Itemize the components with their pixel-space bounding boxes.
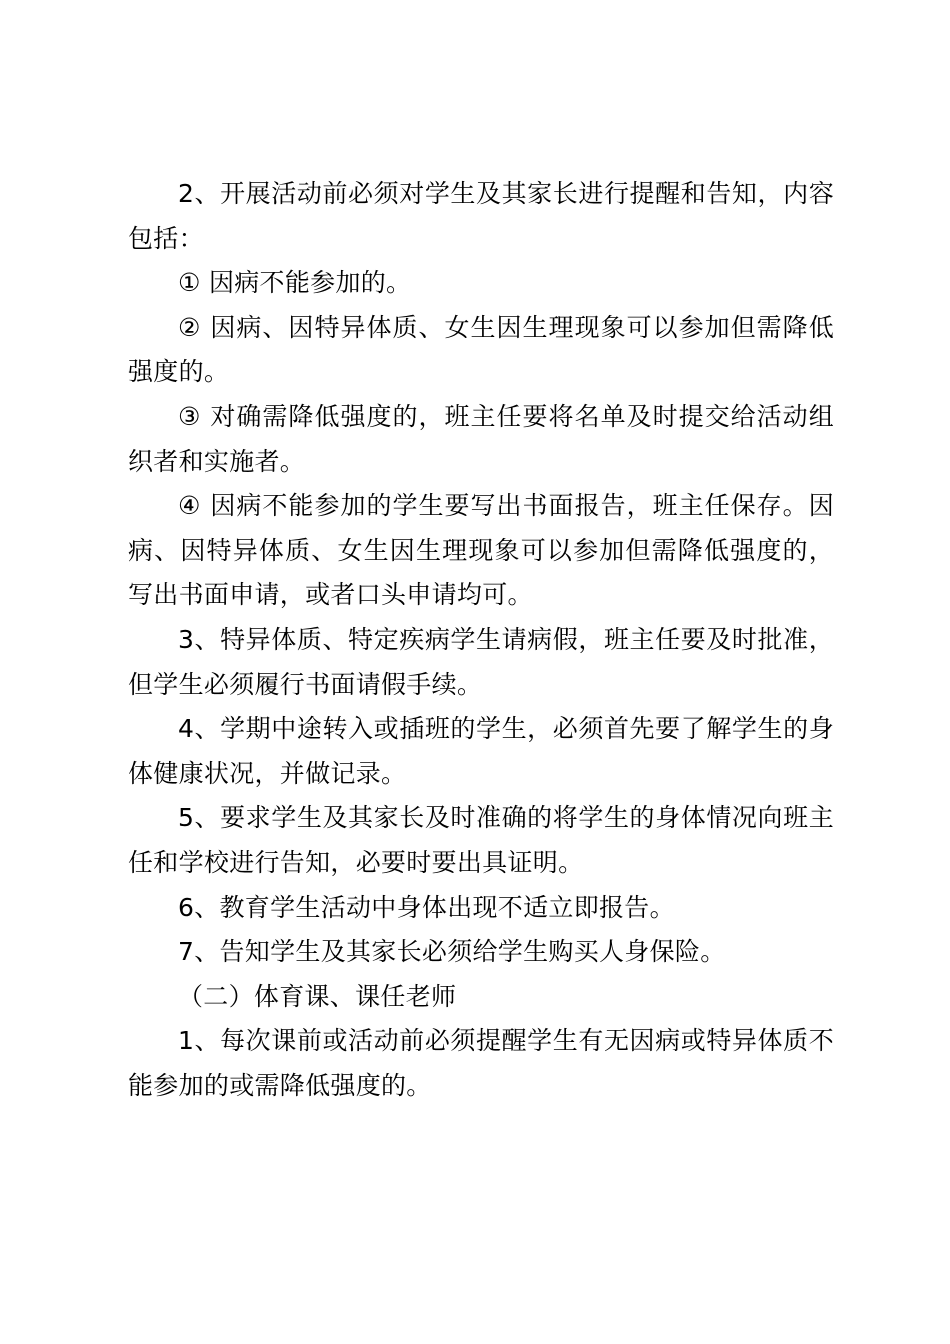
paragraph-item-4: 4、学期中途转入或插班的学生，必须首先要了解学生的身体健康状况，并做记录。 [128,714,834,788]
paragraph-pe-item-1: 1、每次课前或活动前必须提醒学生有无因病或特异体质不能参加的或需降低强度的。 [128,1026,834,1100]
paragraph-item-2-notice: 2、开展活动前必须对学生及其家长进行提醒和告知，内容包括： [128,179,834,253]
paragraph-sub-1: ① 因病不能参加的。 [178,268,412,298]
paragraph-item-6: 6、教育学生活动中身体出现不适立即报告。 [178,892,675,922]
paragraph-item-5: 5、要求学生及其家长及时准确的将学生的身体情况向班主任和学校进行告知，必要时要出具证明。 [128,803,834,877]
section-heading-pe-teachers: （二）体育课、课任老师 [178,981,457,1011]
document-body [128,172,834,1108]
paragraph-item-7: 7、告知学生及其家长必须给学生购买人身保险。 [178,937,726,967]
paragraph-sub-2: ② 因病、因特异体质、女生因生理现象可以参加但需降低强度的。 [128,312,834,387]
paragraph-sub-4: ④ 因病不能参加的学生要写出书面报告，班主任保存。因病、因特异体质、女生因生理现象可以参加但需降低强度的，写出书面申请，或者口头申请均可。 [128,491,834,610]
paragraph-sub-3: ③ 对确需降低强度的，班主任要将名单及时提交给活动组织者和实施者。 [128,401,834,476]
paragraph-item-3: 3、特异体质、特定疾病学生请病假，班主任要及时批准，但学生必须履行书面请假手续。 [128,624,834,699]
